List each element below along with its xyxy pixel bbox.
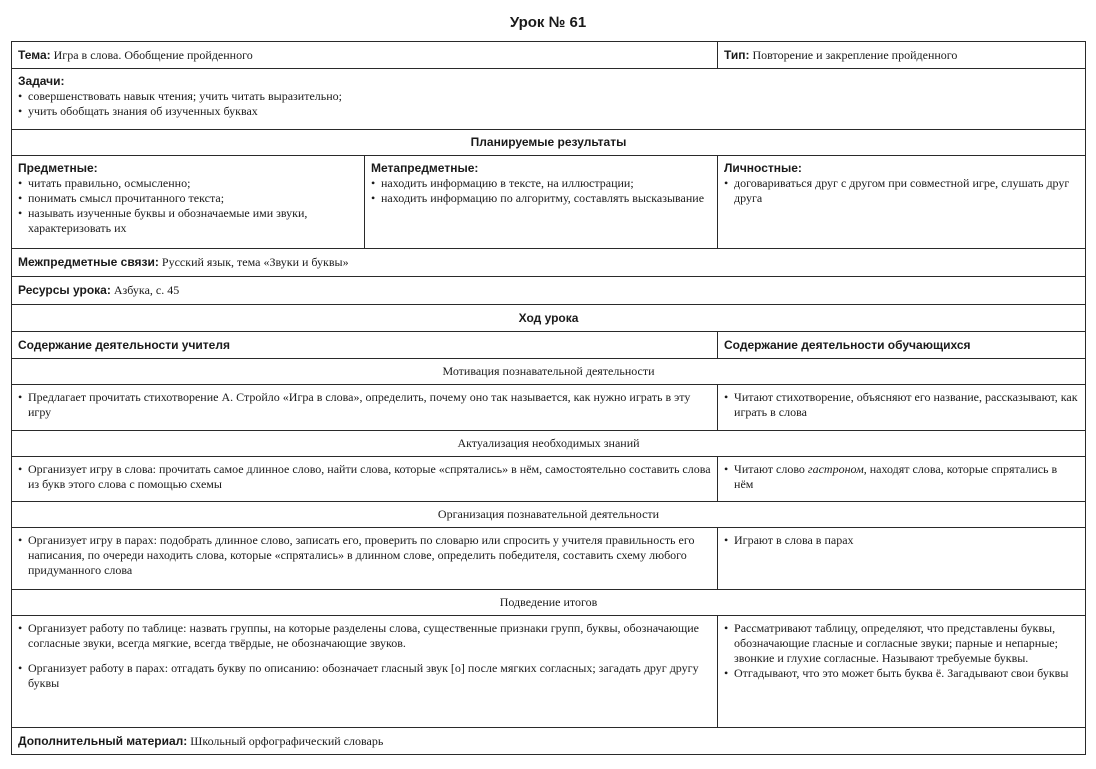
teacher-column-header: Содержание деятельности учителя <box>12 332 718 359</box>
subject-results-label: Предметные: <box>18 161 98 175</box>
tasks-list <box>18 89 1079 119</box>
tasks-row <box>12 69 1086 130</box>
topic-value: Игра в слова. Обобщение пройденного <box>53 47 253 62</box>
student-activity-cell <box>718 616 1086 728</box>
student-activity: • Отгадывают, что это может быть буква ё. Загадывают свои буквы <box>724 666 1079 681</box>
meta-results-list <box>371 176 711 206</box>
interdisciplinary-cell <box>12 249 1086 277</box>
interdisciplinary-row <box>12 249 1086 277</box>
planned-results-heading: Планируемые результаты <box>12 130 1086 156</box>
result-item: • понимать смысл прочитанного текста; <box>18 191 358 206</box>
stage-content-row <box>12 616 1086 728</box>
topic-cell <box>12 42 718 69</box>
meta-results-label: Метапредметные: <box>371 161 479 175</box>
stage-title-row <box>12 431 1086 457</box>
lesson-title: Урок № 61 <box>509 14 587 31</box>
stage-title-row <box>12 590 1086 616</box>
teacher-activity: • Организует игру в парах: подобрать длинное слово, записать его, проверить по словарю или спросить у учителя правильность его написания, по очереди находить слова, которые «спрятались» в длинном слове, определить победителя, составить схему любого придуманного слова <box>18 533 711 578</box>
student-activity-cell <box>718 457 1086 502</box>
student-activity: • Читают стихотворение, объясняют его название, рассказывают, как играть в слова <box>724 390 1079 420</box>
tasks-cell <box>12 69 1086 130</box>
course-columns-row <box>12 332 1086 359</box>
additional-material-cell <box>12 728 1086 755</box>
resources-cell <box>12 277 1086 305</box>
result-item: • договариваться друг с другом при совместной игре, слушать друг друга <box>724 176 1079 206</box>
personal-results-list <box>724 176 1079 206</box>
stage-content-row <box>12 528 1086 590</box>
course-heading-row <box>12 305 1086 332</box>
stage-title-row <box>12 359 1086 385</box>
task-item: • учить обобщать знания об изученных буквах <box>18 104 1079 119</box>
course-heading: Ход урока <box>12 305 1086 332</box>
teacher-activity: • Организует работу по таблице: назвать группы, на которые разделены слова, существенные признаки групп, буквы, обозначающие согласные звуки, всегда мягкие, всегда твёрдые, не обозначающие звуков. <box>18 621 711 651</box>
student-activity: • Рассматривают таблицу, определяют, что представлены буквы, обозначающие гласные и согласные звуки; парные и непарные; звонкие и глухие согласные. Называют требуемые буквы. <box>724 621 1079 666</box>
student-activity-cell <box>718 385 1086 431</box>
student-activity-suffix: , находят слова, которые спрятались в нём <box>734 462 1058 491</box>
teacher-activity-cell <box>12 528 718 590</box>
planned-results-heading-row <box>12 130 1086 156</box>
meta-results-cell <box>365 156 718 249</box>
resources-label: Ресурсы урока: <box>18 283 111 297</box>
lesson-plan-table <box>11 41 1086 755</box>
teacher-activity: • Организует игру в слова: прочитать самое длинное слово, найти слова, которые «спрятались» в нём, самостоятельно составить слова из букв этого слова с помощью схемы <box>18 462 711 492</box>
stage-title-row <box>12 502 1086 528</box>
student-activity-word: гастроном <box>807 462 864 476</box>
subject-results-list <box>18 176 358 236</box>
additional-material-value: Школьный орфографический словарь <box>190 733 384 748</box>
stage-title: Мотивация познавательной деятельности <box>12 359 1086 385</box>
resources-value: Азбука, с. 45 <box>113 283 180 297</box>
student-activity: • Играют в слова в парах <box>724 533 1079 548</box>
tasks-label: Задачи: <box>18 74 65 88</box>
type-cell <box>718 42 1086 69</box>
teacher-activity: • Предлагает прочитать стихотворение А. Стройло «Игра в слова», определить, почему оно так называется, как нужно играть в эту игру <box>18 390 711 420</box>
task-item: • совершенствовать навык чтения; учить читать выразительно; <box>18 89 1079 104</box>
interdisciplinary-label: Межпредметные связи: <box>18 255 159 269</box>
student-activity-cell <box>718 528 1086 590</box>
planned-results-row <box>12 156 1086 249</box>
teacher-activity-cell <box>12 616 718 728</box>
additional-material-row <box>12 728 1086 755</box>
stage-content-row <box>12 385 1086 431</box>
personal-results-cell <box>718 156 1086 249</box>
interdisciplinary-value: Русский язык, тема «Звуки и буквы» <box>161 255 349 269</box>
resources-row <box>12 277 1086 305</box>
result-item: • называть изученные буквы и обозначаемые ими звуки, характеризовать их <box>18 206 358 236</box>
topic-row <box>12 42 1086 69</box>
stage-title: Актуализация необходимых знаний <box>12 431 1086 457</box>
type-label: Тип: <box>724 47 750 62</box>
result-item: • читать правильно, осмысленно; <box>18 176 358 191</box>
student-activity-prefix: Читают слово <box>734 462 808 476</box>
stage-title: Подведение итогов <box>12 590 1086 616</box>
topic-label: Тема: <box>18 47 51 62</box>
additional-material-label: Дополнительный материал: <box>18 733 188 748</box>
teacher-activity-cell <box>12 385 718 431</box>
teacher-activity-cell <box>12 457 718 502</box>
subject-results-cell <box>12 156 365 249</box>
student-activity <box>724 462 1079 492</box>
teacher-activity: • Организует работу в парах: отгадать букву по описанию: обозначает гласный звук [о] после мягких согласных; загадать друг другу буквы <box>18 661 711 691</box>
stage-title: Организация познавательной деятельности <box>12 502 1086 528</box>
result-item: • находить информацию по алгоритму, составлять высказывание <box>371 191 711 206</box>
type-value: Повторение и закрепление пройденного <box>752 47 958 62</box>
personal-results-label: Личностные: <box>724 161 802 175</box>
result-item: • находить информацию в тексте, на иллюстрации; <box>371 176 711 191</box>
stage-content-row <box>12 457 1086 502</box>
student-column-header: Содержание деятельности обучающихся <box>718 332 1086 359</box>
